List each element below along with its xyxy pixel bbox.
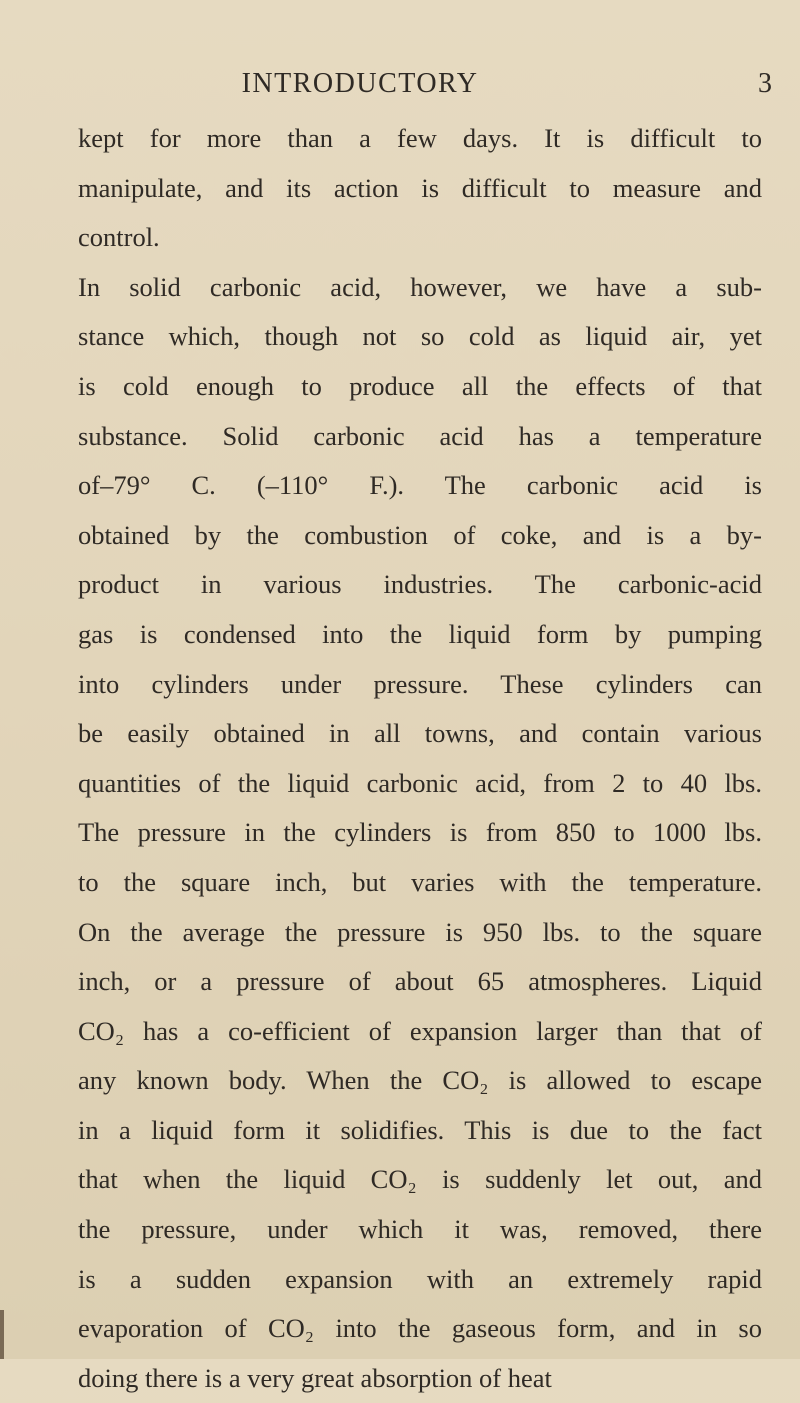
running-title: INTRODUCTORY	[241, 68, 479, 99]
text-line: quantities of the liquid carbonic acid, from 2 to 40 lbs.	[78, 767, 762, 798]
text-line: gas is condensed into the liquid form by pumping	[78, 618, 762, 649]
text-line: stance which, though not so cold as liquid air, yet	[78, 321, 762, 352]
text-line: substance. Solid carbonic acid has a temperature	[78, 420, 762, 451]
text-line: doing there is a very great absorption of heat	[78, 1362, 552, 1393]
text-line: be easily obtained in all towns, and contain various	[78, 718, 762, 749]
text-line: is cold enough to produce all the effects of that	[78, 370, 762, 401]
text-line: obtained by the combustion of coke, and is a by-	[78, 519, 762, 550]
text-line: of–79° C. (–110° F.). The carbonic acid is	[78, 470, 762, 501]
text-line: the pressure, under which it was, removed, there	[78, 1214, 762, 1245]
text-line: The pressure in the cylinders is from 850 to 1000 lbs.	[78, 817, 762, 848]
text-line: evaporation of CO₂ into the gaseous form, and in so	[78, 1313, 762, 1344]
text-line: product in various industries. The carbonic-acid	[78, 569, 762, 600]
text-line: control.	[78, 222, 160, 253]
text-line: CO₂ has a co-efficient of expansion larger than that of	[78, 1015, 762, 1046]
page-number: 3	[758, 68, 772, 99]
text-line: On the average the pressure is 950 lbs. to the square	[78, 916, 762, 947]
text-line: any known body. When the CO₂ is allowed to escape	[78, 1065, 762, 1096]
text-line: manipulate, and its action is difficult to measure and	[78, 172, 762, 203]
text-line: into cylinders under pressure. These cylinders can	[78, 668, 762, 699]
text-line: that when the liquid CO₂ is suddenly let out, and	[78, 1164, 762, 1195]
body-text	[78, 114, 762, 1403]
text-line: to the square inch, but varies with the temperature.	[78, 866, 762, 897]
page-edge-mark	[0, 1310, 4, 1359]
text-line: In solid carbonic acid, however, we have a sub-	[78, 271, 762, 302]
running-head	[0, 68, 800, 108]
text-line: kept for more than a few days. It is difficult to	[78, 123, 762, 153]
text-line: is a sudden expansion with an extremely rapid	[78, 1263, 762, 1294]
text-line: inch, or a pressure of about 65 atmospheres. Liquid	[78, 966, 762, 997]
text-line: in a liquid form it solidifies. This is due to the fact	[78, 1114, 762, 1145]
